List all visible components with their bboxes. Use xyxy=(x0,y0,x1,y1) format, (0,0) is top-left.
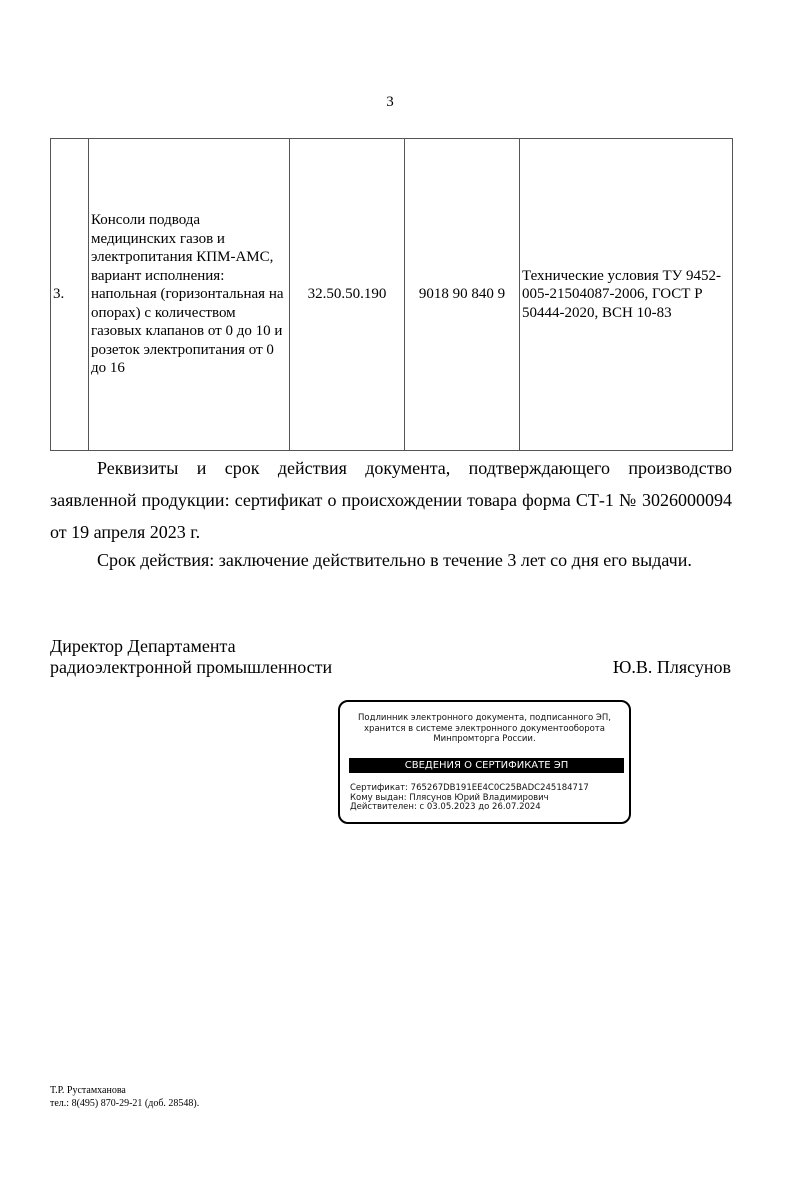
stamp-validity: Действителен: с 03.05.2023 до 26.07.2024 xyxy=(350,802,541,812)
okpd2-code-cell: 32.50.50.190 xyxy=(290,139,405,451)
electronic-signature-stamp xyxy=(338,700,631,824)
stamp-certificate-number: Сертификат: 765267DB191EE4C0C25BADC245184717 xyxy=(350,783,589,793)
signatory-position-line-2: радиоэлектронной промышленности xyxy=(50,657,333,677)
stamp-note-line-3: Минпромторга России. xyxy=(433,734,536,744)
stamp-banner: СВЕДЕНИЯ О СЕРТИФИКАТЕ ЭП xyxy=(349,758,624,773)
document-requisites-paragraph: Реквизиты и срок действия документа, подтверждающего производство заявленной продукции: сертификат о происхождении товара форма СТ-1 № 3026000094 от 19 апреля 2023 г. xyxy=(50,458,732,542)
validity-paragraph: Срок действия: заключение действительно в течение 3 лет со дня его выдачи. xyxy=(97,550,692,570)
row-number-cell: 3. xyxy=(51,139,89,451)
signatory-name: Ю.В. Плясунов xyxy=(612,657,731,677)
stamp-note-line-1: Подлинник электронного документа, подписанного ЭП, xyxy=(358,713,611,723)
tnved-code-cell: 9018 90 840 9 xyxy=(405,139,520,451)
signatory-position-line-1: Директор Департамента xyxy=(50,636,236,656)
executor-phone: тел.: 8(495) 870-29-21 (доб. 28548). xyxy=(50,1098,200,1109)
product-table xyxy=(50,138,733,451)
executor-footer xyxy=(50,1084,199,1110)
product-name-cell: Консоли подвода медицинских газов и электропитания КПМ-АМС, вариант исполнения: напольная (горизонтальная на опорах) с количеством газовых клапанов от 0 до 10 и розеток электропитания от 0 до 16 xyxy=(89,139,290,451)
stamp-note-line-2: хранится в системе электронного документооборота xyxy=(364,723,605,734)
stamp-certificate-info xyxy=(350,784,589,813)
stamp-note xyxy=(340,713,629,745)
tech-conditions-cell: Технические условия ТУ 9452-005-21504087-2006, ГОСТ Р 50444-2020, ВСН 10-83 xyxy=(520,139,733,451)
page-number: 3 xyxy=(386,94,394,110)
executor-name: Т.Р. Рустамханова xyxy=(50,1085,126,1096)
signatory-position xyxy=(50,636,332,678)
stamp-issued-to: Кому выдан: Плясунов Юрий Владимирович xyxy=(350,792,549,803)
table-row xyxy=(51,139,733,451)
